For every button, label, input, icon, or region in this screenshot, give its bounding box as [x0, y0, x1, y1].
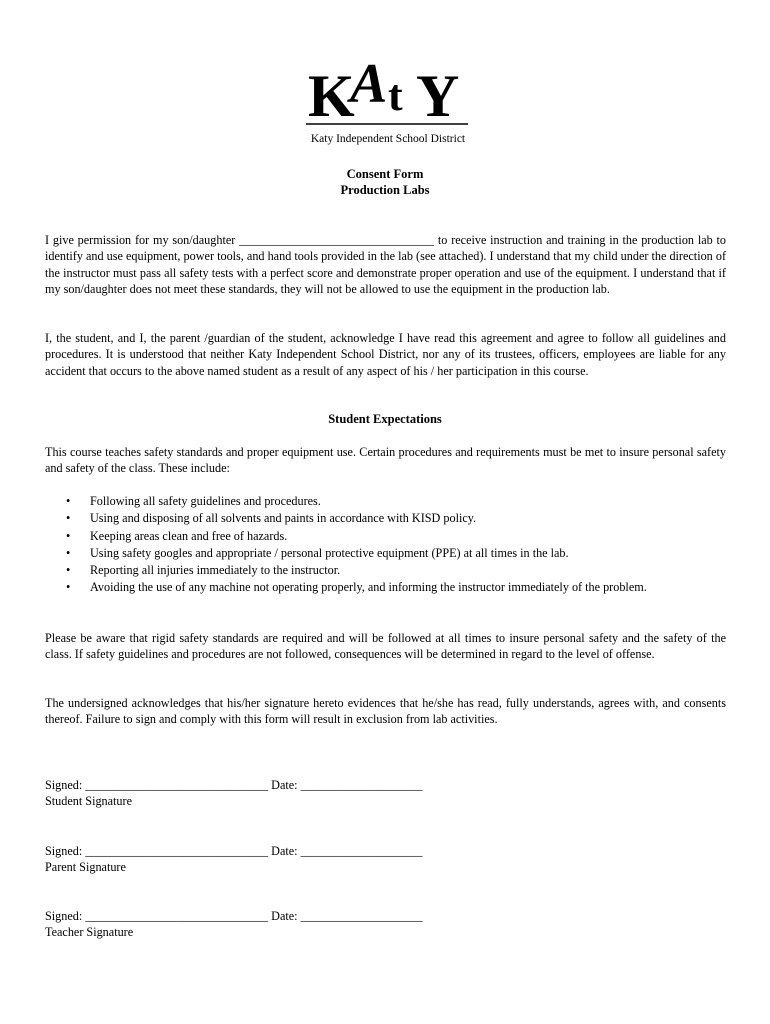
logo-graphic	[300, 44, 475, 150]
logo-subtitle: Katy Independent School District	[310, 133, 466, 145]
expectations-list	[62, 493, 742, 597]
permission-paragraph: I give permission for my son/daughter ________________________________ to receive instruction and training in the production lab to identify and use equipment, power tools, and hand tools provided in the lab (see attached). I understand that my child under the direction of the instructor must pass all safety tests with a perfect score and demonstrate proper operation and use of the equipment. I understand that if my son/daughter does not meet these standards, they will not be allowed to use the equipment in the production lab.	[45, 233, 726, 297]
bullet-icon: •	[66, 580, 71, 595]
bullet-icon: •	[66, 494, 71, 508]
bullet-icon: •	[66, 545, 71, 560]
logo-letter-a: A	[350, 53, 388, 115]
katy-isd-logo	[300, 44, 475, 150]
form-title: Consent Form	[346, 167, 424, 181]
list-item	[62, 493, 742, 510]
logo-letter-y: Y	[416, 63, 460, 129]
bullet-icon: •	[66, 511, 71, 526]
bullet-icon: •	[66, 528, 71, 543]
list-item-text: Avoiding the use of any machine not operating properly, and informing the instructor immediately of the problem.	[90, 580, 647, 595]
list-item-text: Reporting all injuries immediately to the instructor.	[90, 563, 341, 578]
logo-letter-k: K	[308, 63, 355, 129]
signature-label: Parent Signature	[45, 860, 126, 875]
signature-line[interactable]: Signed: ______________________________ Date: ____________________	[45, 909, 423, 923]
safety-notice-paragraph: Please be aware that rigid safety standards are required and will be followed at all times to insure personal safety and the safety of the class. If safety guidelines and procedures are not followed, consequences will be determined in regard to the level of offense.	[45, 631, 726, 662]
list-item	[62, 562, 742, 579]
acknowledgement-paragraph: I, the student, and I, the parent /guardian of the student, acknowledge I have read this agreement and agree to follow all guidelines and procedures. It is understood that neither Katy Independent School District, nor any of its trustees, officers, employees are liable for any accident that occurs to the above named student as a result of any aspect of his / her participation in this course.	[45, 331, 726, 378]
student-expectations-heading: Student Expectations	[328, 412, 442, 426]
list-item-text: Using and disposing of all solvents and paints in accordance with KISD policy.	[90, 511, 477, 526]
list-item	[62, 528, 742, 545]
list-item-text: Keeping areas clean and free of hazards.	[90, 528, 288, 543]
consent-paragraph: The undersigned acknowledges that his/her signature hereto evidences that he/she has read, fully understands, agrees with, and consents thereof. Failure to sign and comply with this form will result in exclusion from lab activities.	[45, 696, 726, 727]
list-item	[62, 510, 742, 527]
form-title-block	[0, 166, 770, 198]
expectations-intro-paragraph: This course teaches safety standards and proper equipment use. Certain procedures and requirements must be met to insure personal safety and safety of the class. These include:	[45, 445, 726, 476]
teacher-signature-block	[45, 908, 422, 941]
form-subtitle: Production Labs	[340, 183, 430, 197]
student-signature-block	[45, 777, 422, 810]
logo-letter-t: t	[388, 71, 403, 120]
parent-signature-block	[45, 843, 422, 876]
signature-line[interactable]: Signed: ______________________________ Date: ____________________	[45, 844, 423, 858]
list-item-text: Using safety googles and appropriate / personal protective equipment (PPE) at all times in the lab.	[90, 545, 569, 560]
signature-line[interactable]: Signed: ______________________________ Date: ____________________	[45, 778, 423, 792]
bullet-icon: •	[66, 563, 71, 578]
list-item-text: Following all safety guidelines and procedures.	[90, 494, 321, 508]
signature-label: Teacher Signature	[45, 925, 134, 940]
list-item	[62, 579, 742, 596]
signature-label: Student Signature	[45, 794, 132, 809]
list-item	[62, 545, 742, 562]
